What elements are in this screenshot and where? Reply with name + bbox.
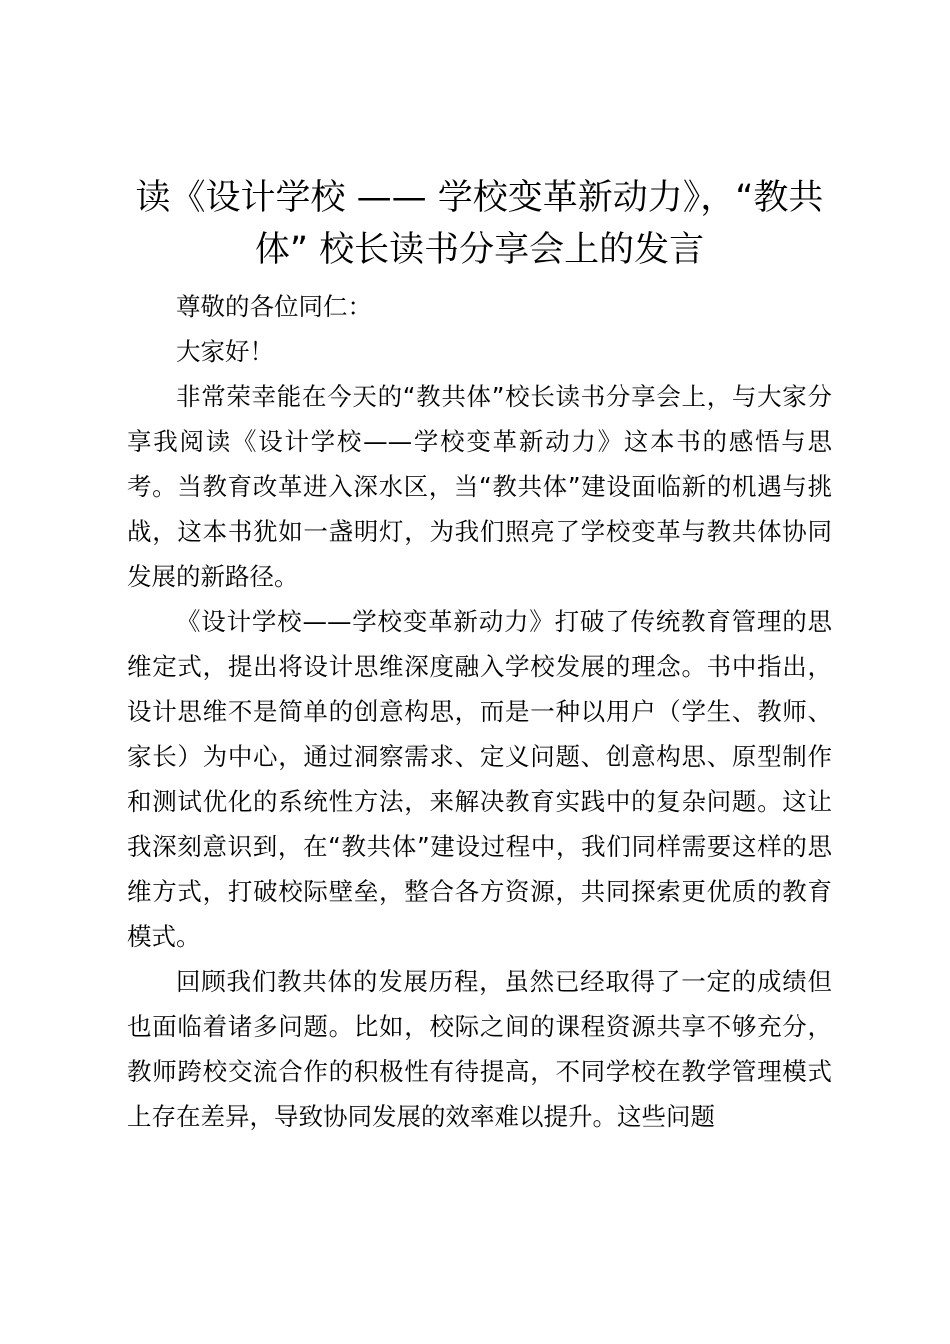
paragraph-intro: 非常荣幸能在今天的“教共体”校长读书分享会上，与大家分享我阅读《设计学校——学校变革新动力》这本书的感悟与思考。当教育改革进入深水区，当“教共体”建设面临新的机遇与挑战，这本书犹如一盏明灯，为我们照亮了学校变革与教共体协同发展的新路径。 — [127, 382, 832, 591]
document-page — [127, 172, 832, 1139]
paragraph-salutation: 尊敬的各位同仁： — [176, 292, 372, 321]
paragraph-book-summary: 《设计学校——学校变革新动力》打破了传统教育管理的思维定式，提出将设计思维深度融入学校发展的理念。书中指出，设计思维不是简单的创意构思，而是一种以用户（学生、教师、家长）为中心，通过洞察需求、定义问题、创意构思、原型制作和测试优化的系统性方法，来解决教育实践中的复杂问题。这让我深刻意识到，在“教共体”建设过程中，我们同样需要这样的思维方式，打破校际壁垒，整合各方资源，共同探索更优质的教育模式。 — [127, 607, 832, 951]
document-title: 读《设计学校 —— 学校变革新动力》，“教共体” 校长读书分享会上的发言 — [135, 178, 824, 270]
document-body — [127, 284, 832, 1139]
paragraph-review: 回顾我们教共体的发展历程，虽然已经取得了一定的成绩但也面临着诸多问题。比如，校际之间的课程资源共享不够充分，教师跨校交流合作的积极性有待提高，不同学校在教学管理模式上存在差异，导致协同发展的效率难以提升。这些问题 — [127, 967, 832, 1131]
paragraph-greeting: 大家好！ — [176, 337, 274, 366]
